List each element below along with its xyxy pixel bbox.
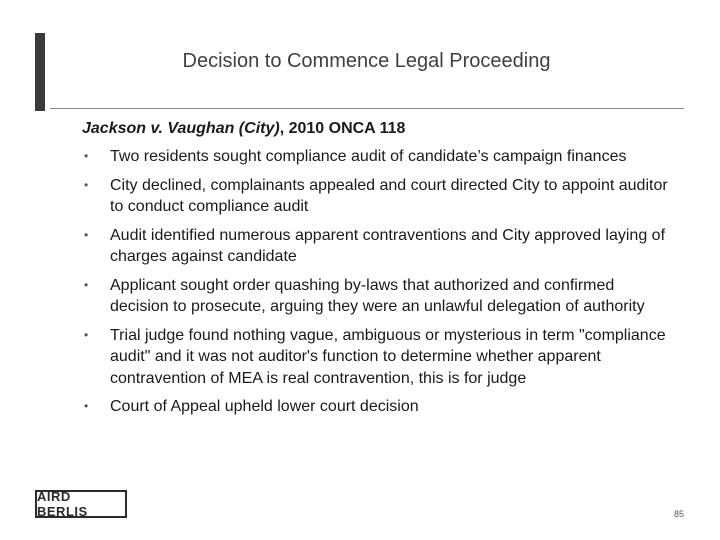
- bullet-text: Trial judge found nothing vague, ambiguous or mysterious in term "compliance audit" and it was not auditor's function to determine whether apparent contravention of MEA is real contravention, this is for judge: [110, 326, 666, 387]
- bullet-text: Audit identified numerous apparent contraventions and City approved laying of charges against candidate: [110, 226, 666, 265]
- case-name: Jackson v. Vaughan (City): [82, 120, 280, 137]
- case-heading: [82, 120, 405, 138]
- bullet-icon: •: [84, 227, 89, 242]
- bullet-list: [82, 146, 672, 425]
- list-item: [82, 146, 672, 168]
- bullet-icon: •: [84, 327, 89, 342]
- list-item: [82, 325, 672, 390]
- bullet-text: Court of Appeal upheld lower court decision: [110, 398, 419, 415]
- bullet-icon: •: [84, 399, 89, 413]
- bullet-text: Two residents sought compliance audit of candidate’s campaign finances: [110, 148, 627, 165]
- list-item: [82, 275, 672, 318]
- bullet-icon: •: [84, 177, 89, 192]
- list-item: [82, 396, 672, 418]
- bullet-text: Applicant sought order quashing by-laws that authorized and confirmed decision to prosecute, arguing they were an unlawful delegation of authority: [110, 276, 645, 315]
- bullet-icon: •: [84, 277, 89, 292]
- title-accent-bar: [35, 33, 45, 111]
- bullet-icon: •: [84, 149, 89, 163]
- list-item: [82, 175, 672, 218]
- aird-berlis-logo: AIRD BERLIS: [35, 490, 127, 518]
- title-divider: [50, 108, 684, 109]
- slide-title: Decision to Commence Legal Proceeding: [182, 50, 551, 72]
- bullet-text: City declined, complainants appealed and court directed City to appoint auditor to conduct compliance audit: [110, 176, 668, 215]
- list-item: [82, 225, 672, 268]
- case-citation: , 2010 ONCA 118: [279, 120, 406, 137]
- page-number: 85: [673, 509, 684, 519]
